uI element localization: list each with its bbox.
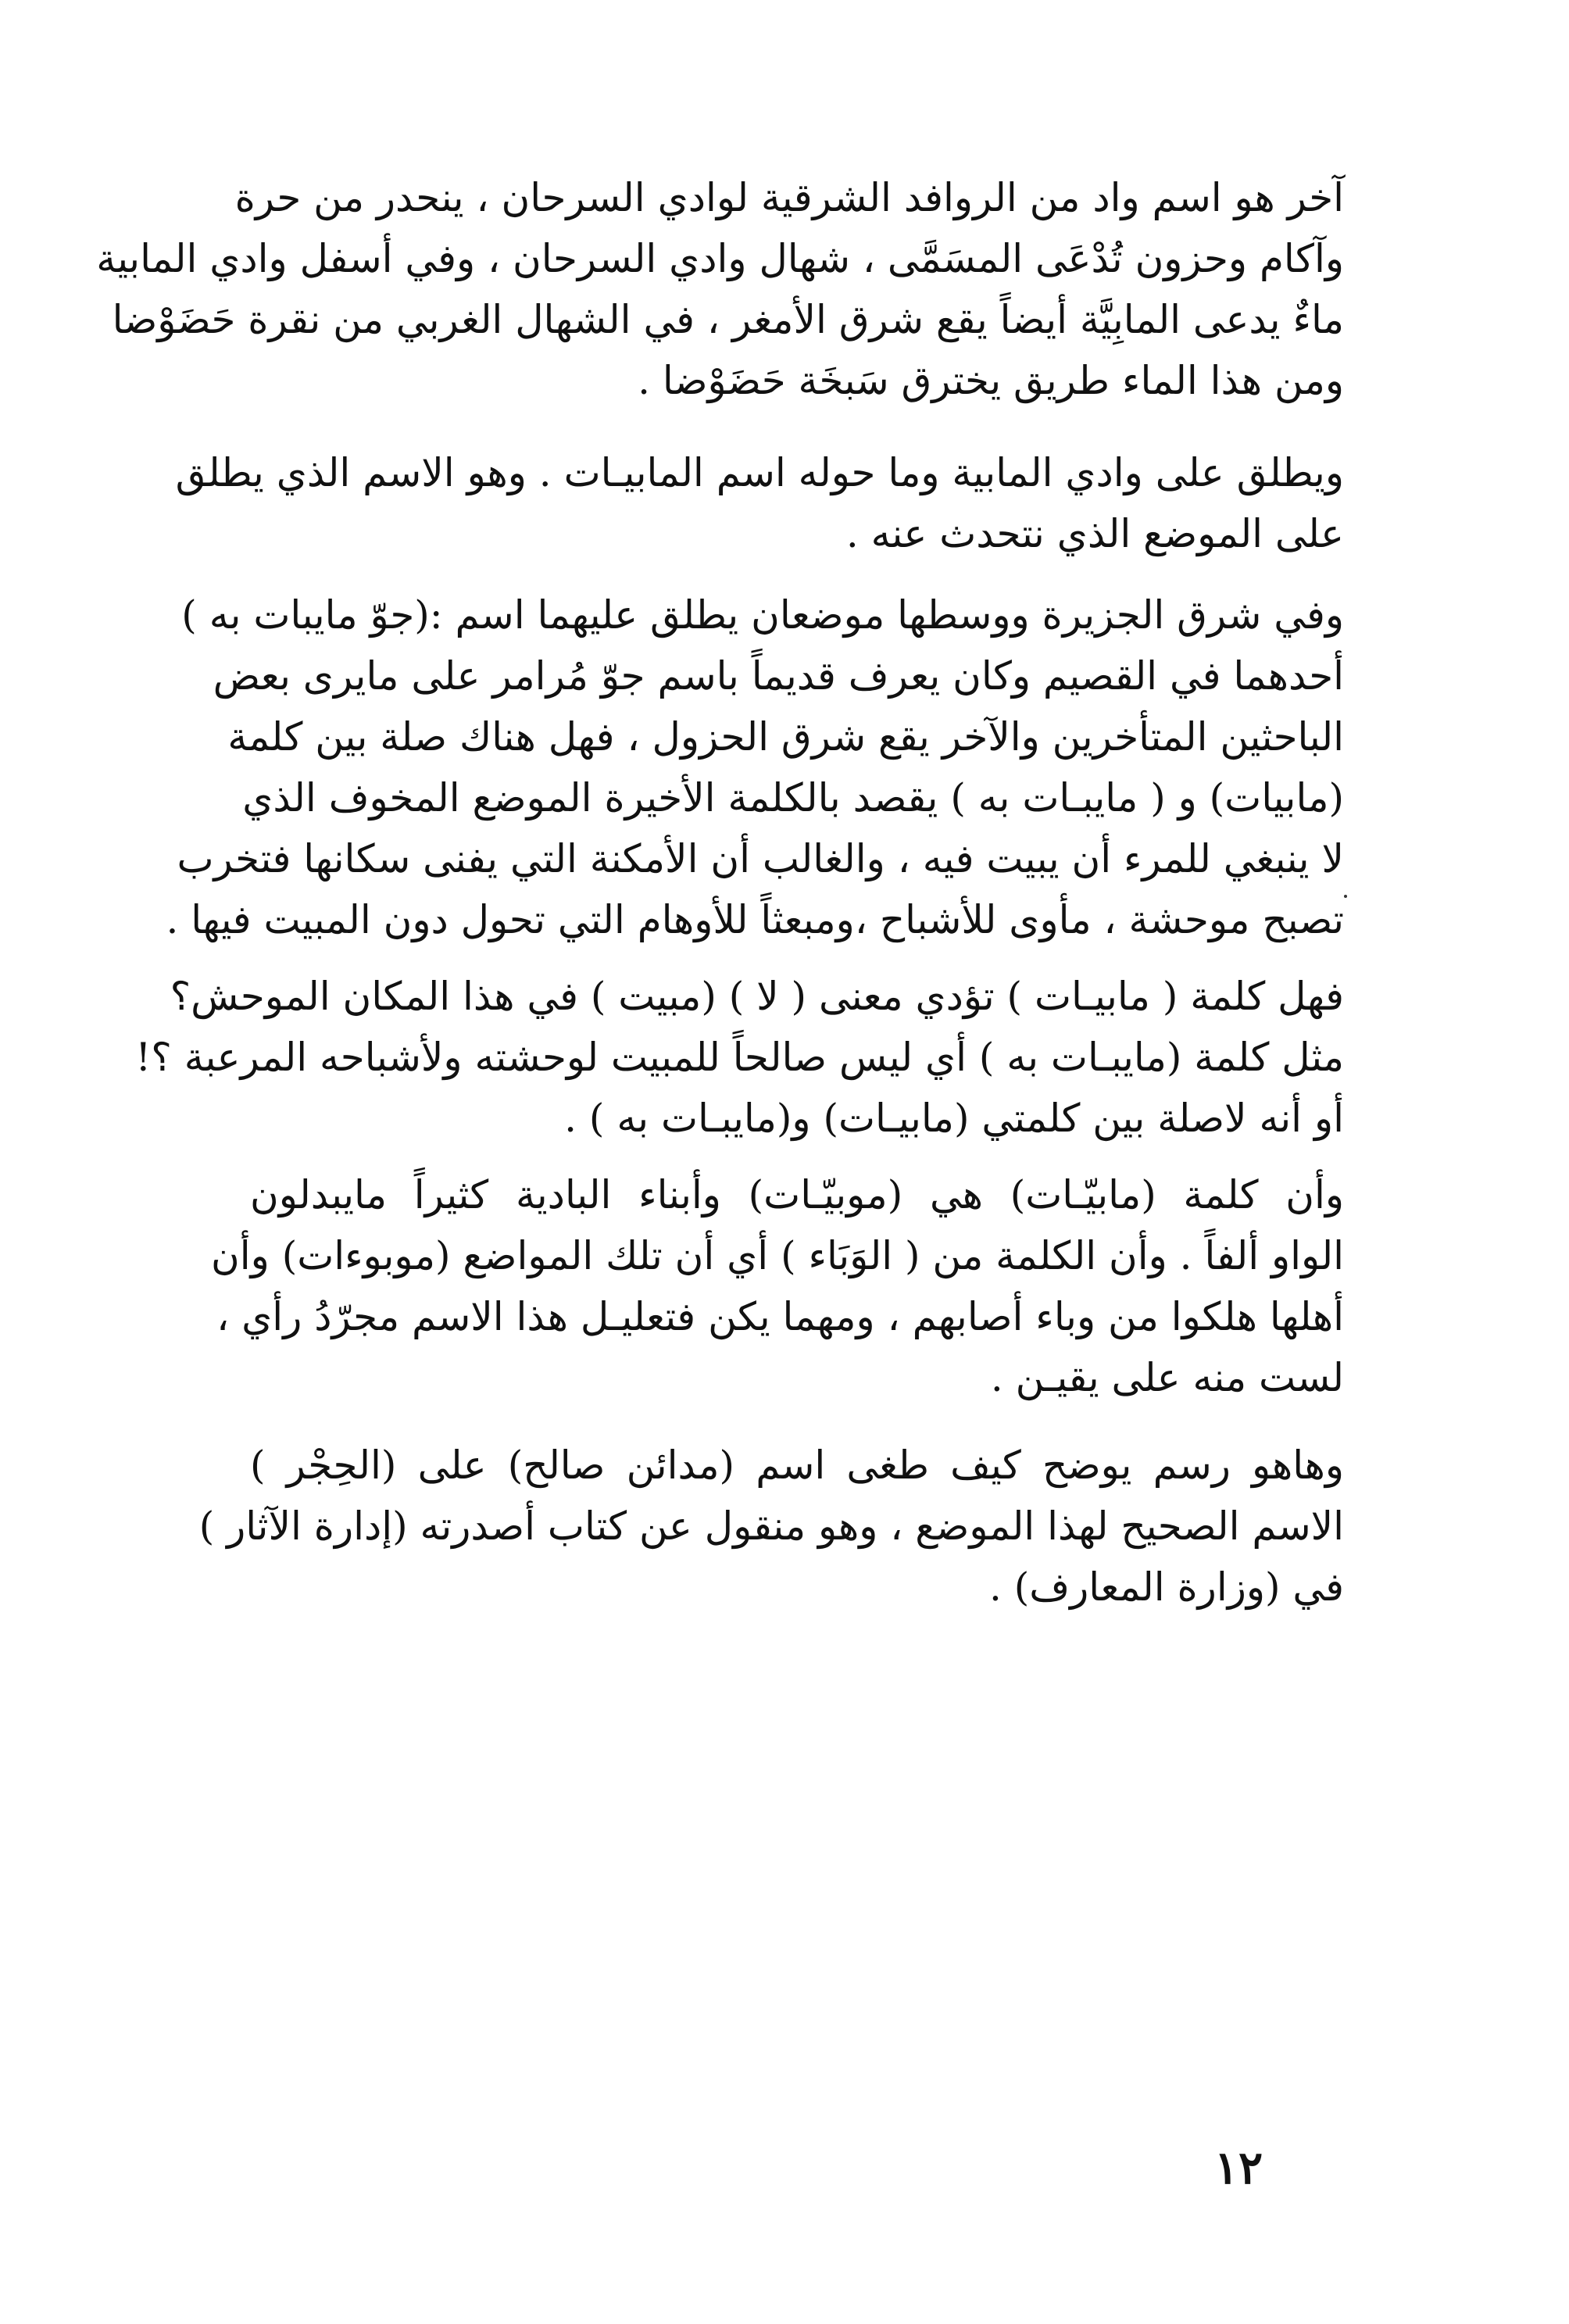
text-line: لا ينبغي للمرء أن يبيت فيه ، والغالب أن الأمكنة التي يفنى سكانها فتخرب [177, 836, 1344, 881]
text-line: مثل كلمة (مايبـات به ) أي ليس صالحاً للمبيت لوحشته ولأشباحه المرعبة ؟! [135, 1035, 1344, 1080]
text-line: في (وزارة المعارف) . [988, 1564, 1344, 1610]
text-line: الباحثين المتأخرين والآخر يقع شرق الحزول ، فهل هناك صلة بين كلمة [227, 714, 1344, 760]
text-line: أو أنه لاصلة بين كلمتي (مابيـات) و(مايبـات به ) . [564, 1096, 1344, 1141]
text-line: تصبح موحشة ، مأوى للأشباح ،ومبعثاً للأوهام التي تحول دون المبيت فيها . [166, 897, 1344, 942]
paragraph-1 [96, 175, 1344, 420]
paragraph-5 [211, 1172, 1344, 1417]
paragraph-3 [166, 592, 1344, 959]
text-line: (مابيات) و ( مايبـات به ) يقصد بالكلمة الأخيرة الموضع المخوف الذي [242, 775, 1344, 821]
text-line: ماءٌ يدعى المابِيَّة أيضاً يقع شرق الأمغر ، في الشهال الغربي من نقرة حَضَوْضا [112, 297, 1344, 342]
text-line: وفي شرق الجزيرة ووسطها موضعان يطلق عليهما اسم :(جوّ مايبات به ) [181, 592, 1344, 638]
text-line: فهل كلمة ( مابيـات ) تؤدي معنى ( لا ) (مبيت ) في هذا المكان الموحش؟ [170, 974, 1344, 1019]
text-line: وأن كلمة (مابيّـات) هي (موبيّـات) وأبناء البادية كثيراً مايبدلون [250, 1172, 1344, 1217]
text-line: آخر هو اسم واد من الروافد الشرقية لوادي السرحان ، ينحدر من حرة [234, 175, 1344, 220]
text-line: على الموضع الذي نتحدث عنه . [845, 511, 1344, 556]
text-line: أحدهما في القصيم وكان يعرف قديماً باسم جوّ مُرامر على مايرى بعض [213, 653, 1344, 699]
text-line: وآكام وحزون تُدْعَى المسَمَّى ، شهال وادي السرحان ، وفي أسفل وادي المابية [96, 236, 1344, 281]
text-line: الواو ألفاً . وأن الكلمة من ( الوَبَاء ) أي أن تلك المواضع (موبوءات) وأن [211, 1233, 1344, 1278]
document-page [96, 175, 1344, 2208]
page-number: ١٢ [1213, 2141, 1263, 2194]
text-line: أهلها هلكوا من وباء أصابهم ، ومهما يكن فتعليـل هذا الاسم مجرّدُ رأي ، [216, 1294, 1344, 1339]
paragraph-2 [175, 450, 1344, 573]
text-line: ويطلق على وادي المابية وما حوله اسم المابيـات . وهو الاسم الذي يطلق [175, 450, 1344, 495]
paragraph-6 [198, 1443, 1344, 1626]
stray-mark [1344, 895, 1347, 898]
text-line: ومن هذا الماء طريق يخترق سَبخَة حَضَوْضا . [638, 358, 1344, 403]
paragraph-4 [135, 974, 1344, 1157]
text-line: لست منه على يقيـن . [990, 1355, 1344, 1400]
text-line: وهاهو رسم يوضح كيف طغى اسم (مدائن صالح) على (الحِجْر ) [250, 1443, 1344, 1488]
text-line: الاسم الصحيح لهذا الموضع ، وهو منقول عن كتاب أصدرته (إدارة الآثار ) [198, 1503, 1344, 1549]
